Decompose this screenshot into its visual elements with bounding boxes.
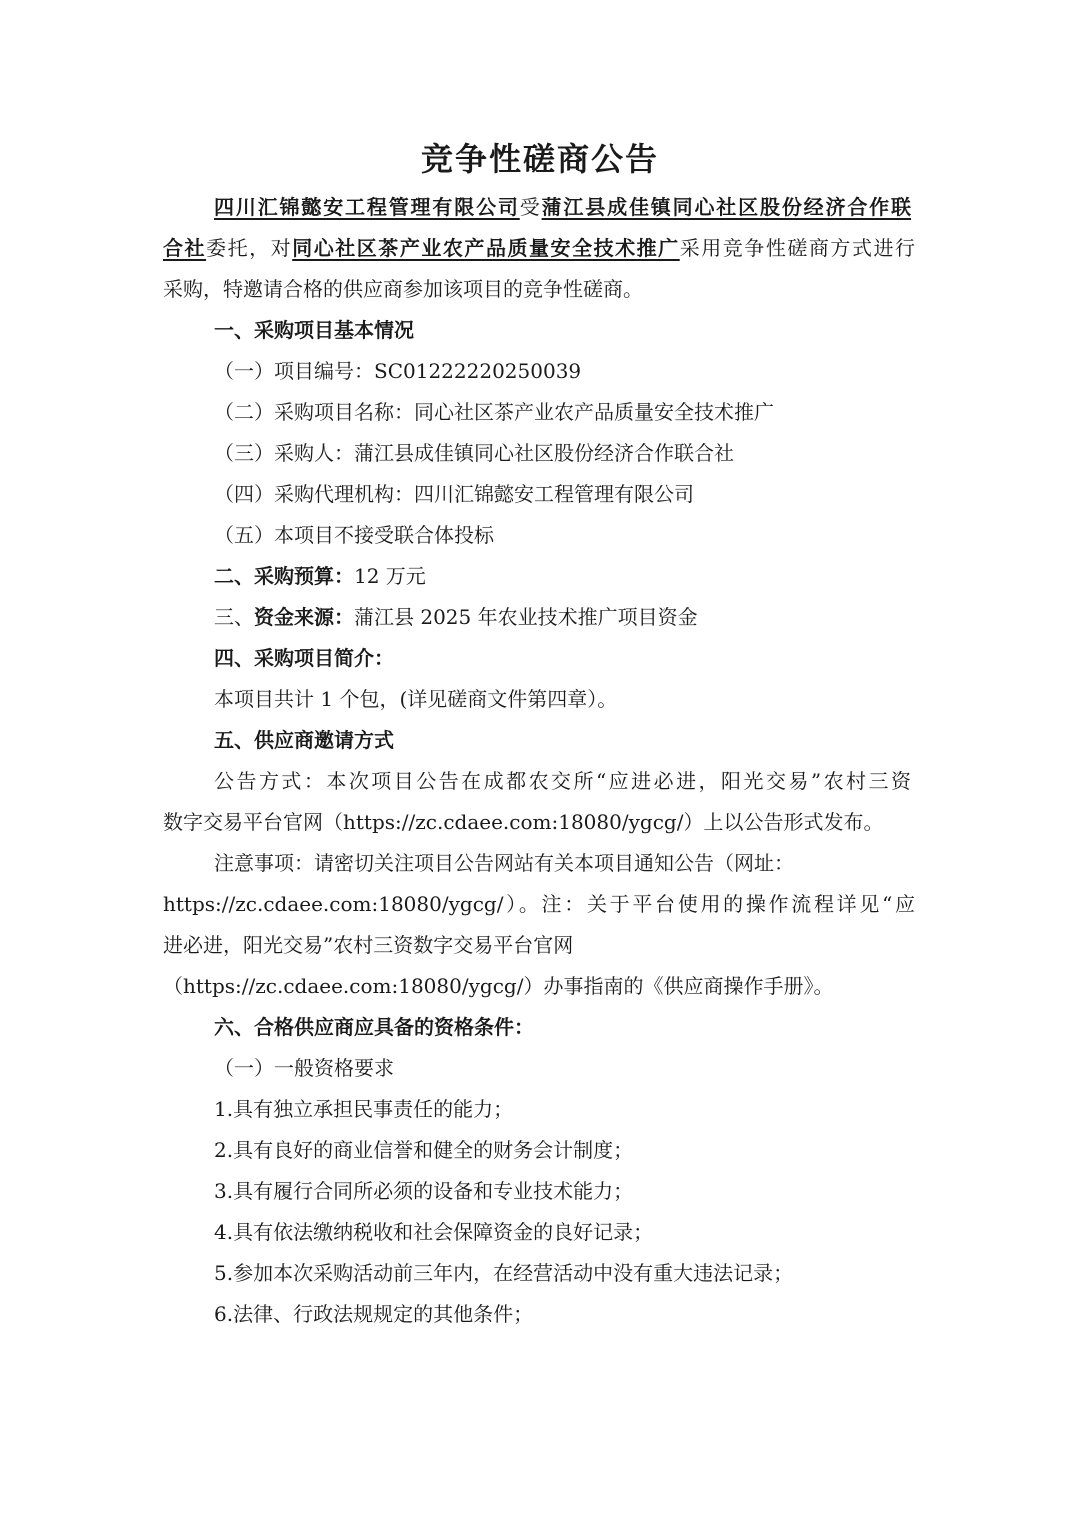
page-title: 竞争性磋商公告 (420, 140, 659, 178)
section-3: 三、资金来源：蒲江县 2025 年农业技术推广项目资金 (214, 605, 698, 629)
fund-source: 蒲江县 2025 年农业技术推广项目资金 (354, 605, 698, 629)
list-item: （四）采购代理机构：四川汇锦懿安工程管理有限公司 (214, 482, 694, 506)
list-item: （二）采购项目名称：同心社区茶产业农产品质量安全技术推广 (214, 400, 774, 424)
section-5-p1-line-2: 数字交易平台官网（https://zc.cdaee.com:18080/ygcg/）上以公告形式发布。 (163, 810, 884, 834)
intro-line-2: 合社委托，对同心社区茶产业农产品质量安全技术推广采用竞争性磋商方式进行 (163, 236, 916, 260)
list-item: （五）本项目不接受联合体投标 (214, 523, 494, 547)
section-6-sub: （一）一般资格要求 (214, 1056, 394, 1080)
section-2-heading: 二、采购预算： (214, 564, 354, 588)
intro-line-3: 采购，特邀请合格的供应商参加该项目的竞争性磋商。 (163, 277, 643, 301)
agency-name: 四川汇锦懿安工程管理有限公司 (214, 195, 520, 219)
list-item: 1.具有独立承担民事责任的能力； (214, 1097, 514, 1121)
section-2 (214, 556, 974, 596)
section-4-text: 本项目共计 1 个包，(详见磋商文件第四章）。 (214, 687, 618, 711)
section-3-heading: 资金来源： (254, 605, 354, 629)
section-5-p2-line-3: 进必进，阳光交易”农村三资数字交易平台官网 (163, 933, 574, 957)
list-item: 6.法律、行政法规规定的其他条件； (214, 1302, 534, 1326)
intro-line-1: 四川汇锦懿安工程管理有限公司受蒲江县成佳镇同心社区股份经济合作联 (214, 195, 912, 219)
section-5-heading: 五、供应商邀请方式 (214, 728, 394, 752)
list-item: （一）项目编号：SC01222220250039 (214, 359, 582, 383)
list-item: 5.参加本次采购活动前三年内，在经营活动中没有重大违法记录； (214, 1261, 794, 1285)
section-5-p2-line-4: （https://zc.cdaee.com:18080/ygcg/）办事指南的《供应商操作手册》。 (163, 974, 834, 998)
budget-value: 12 万元 (354, 564, 426, 588)
project-name: 同心社区茶产业农产品质量安全技术推广 (292, 236, 680, 260)
section-5-p2-line-1: 注意事项：请密切关注项目公告网站有关本项目通知公告（网址： (214, 851, 794, 875)
list-item: 3.具有履行合同所必须的设备和专业技术能力； (214, 1179, 634, 1203)
list-item: 2.具有良好的商业信誉和健全的财务会计制度； (214, 1138, 634, 1162)
section-5-p1-line-1: 公告方式：本次项目公告在成都农交所“应进必进，阳光交易”农村三资 (214, 769, 911, 793)
section-6-heading: 六、合格供应商应具备的资格条件： (214, 1015, 534, 1039)
list-item: 4.具有依法缴纳税收和社会保障资金的良好记录； (214, 1220, 654, 1244)
purchaser-name: 蒲江县成佳镇同心社区股份经济合作联 (541, 195, 912, 219)
section-5-p2-line-2: https://zc.cdaee.com:18080/ygcg/）。注：关于平台使用的操作流程详见“应 (163, 892, 915, 916)
list-item: （三）采购人：蒲江县成佳镇同心社区股份经济合作联合社 (214, 441, 734, 465)
section-4-heading: 四、采购项目简介： (214, 646, 394, 670)
section-1-heading: 一、采购项目基本情况 (214, 318, 414, 342)
